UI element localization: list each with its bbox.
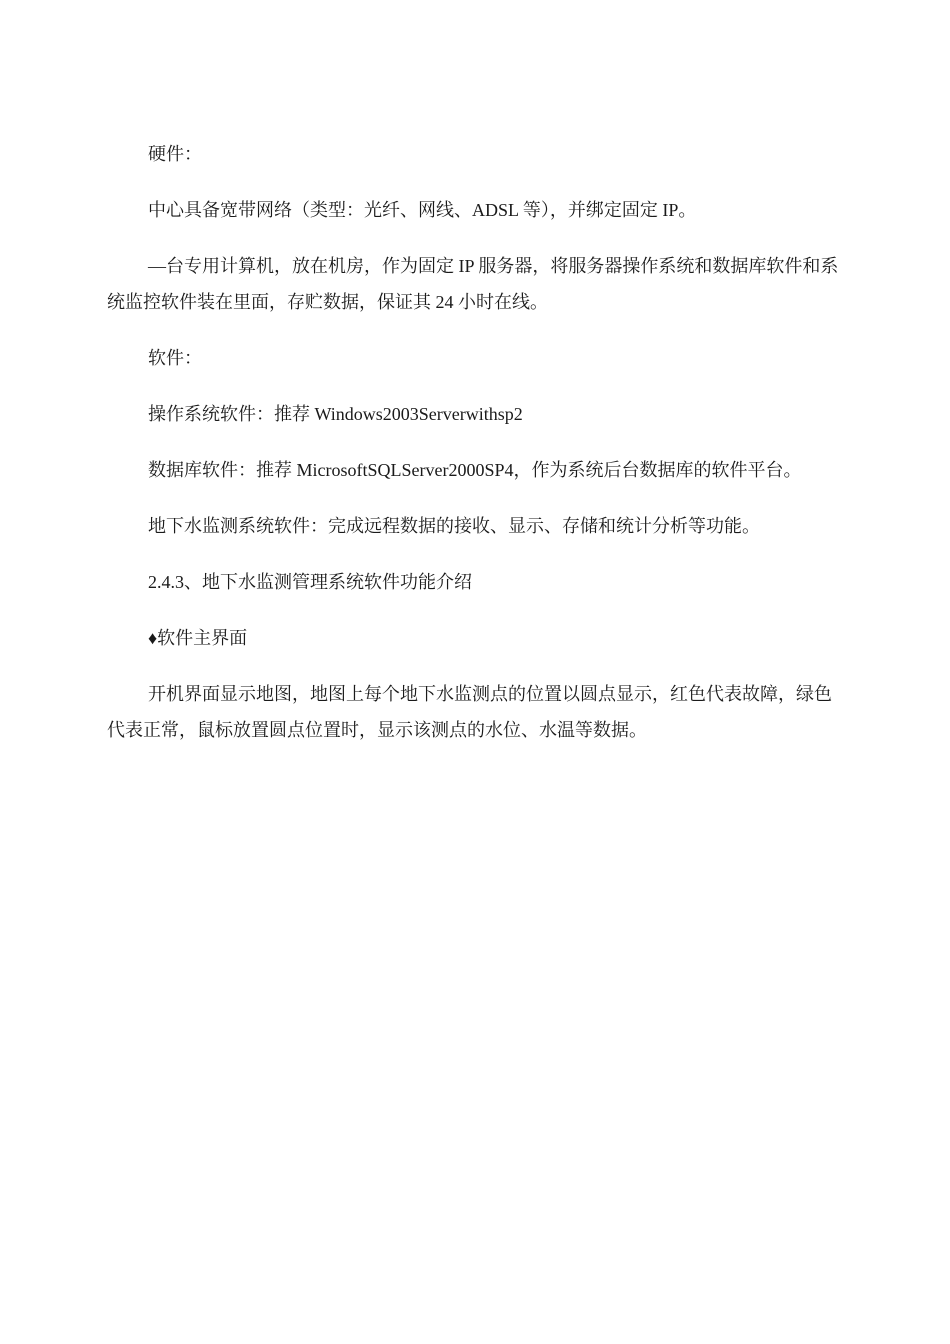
paragraph-network: 中心具备宽带网络（类型：光纤、网线、ADSL 等），并绑定固定 IP。 — [148, 200, 697, 220]
paragraph-server: —台专用计算机，放在机房，作为固定 IP 服务器，将服务器操作系统和数据库软件和系统监控软件装在里面，存贮数据，保证其 24 小时在线。 — [107, 256, 839, 312]
paragraph-software-heading: 软件： — [148, 348, 202, 368]
paragraph-os-software: 操作系统软件：推荐 Windows2003Serverwithsp2 — [148, 404, 523, 424]
paragraph-monitoring-software: 地下水监测系统软件：完成远程数据的接收、显示、存储和统计分析等功能。 — [148, 516, 760, 536]
paragraph-database-software: 数据库软件：推荐 MicrosoftSQLServer2000SP4，作为系统后台数据库的软件平台。 — [148, 460, 802, 480]
paragraph-main-ui-description: 开机界面显示地图，地图上每个地下水监测点的位置以圆点显示，红色代表故障，绿色代表正常，鼠标放置圆点位置时，显示该测点的水位、水温等数据。 — [107, 684, 832, 740]
paragraph-main-ui-heading: ♦软件主界面 — [148, 628, 248, 648]
paragraph-hardware-heading: 硬件： — [148, 144, 202, 164]
document-body — [107, 136, 842, 768]
section-heading-2-4-3: 2.4.3、地下水监测管理系统软件功能介绍 — [148, 572, 472, 592]
